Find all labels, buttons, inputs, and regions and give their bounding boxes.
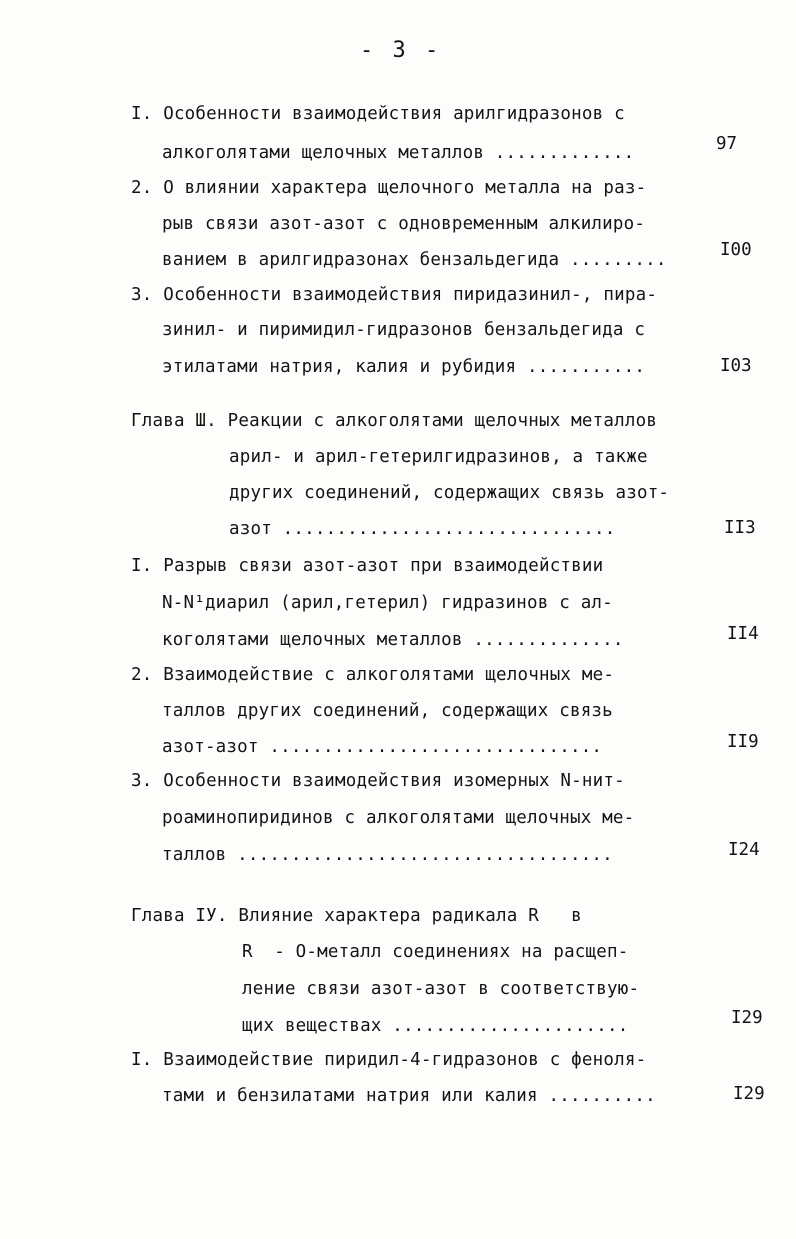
toc-entry-line: I. Разрыв связи азот-азот при взаимодействии — [131, 556, 604, 576]
toc-entry-line: этилатами натрия, калия и рубидия ........... — [162, 357, 646, 377]
toc-entry-line: тами и бензилатами натрия или калия .......... — [162, 1086, 656, 1106]
toc-entry-line: щих веществах ...................... — [242, 1016, 629, 1036]
toc-page-number: II3 — [724, 518, 756, 538]
toc-entry-line: ление связи азот-азот в соответствую- — [242, 979, 640, 999]
toc-entry-line: рыв связи азот-азот с одновременным алкилиро- — [162, 214, 646, 234]
toc-entry-line: 3. Особенности взаимодействия пиридазинил-, пира- — [131, 285, 658, 305]
toc-entry-line: других соединений, содержащих связь азот- — [229, 483, 670, 503]
toc-entry-line: азот-азот ............................... — [162, 737, 603, 757]
toc-page-number: I29 — [731, 1008, 763, 1028]
toc-page-number: II4 — [727, 624, 759, 644]
toc-page-number: II9 — [727, 732, 759, 752]
toc-entry-line: коголятами щелочных металлов .............. — [162, 630, 624, 650]
chapter-heading: Глава IУ. Влияние характера радикала R в — [131, 906, 582, 926]
toc-entry-line: азот ............................... — [229, 519, 616, 539]
toc-entry-line: роаминопиридинов с алкоголятами щелочных ме- — [162, 808, 635, 828]
toc-entry-line: арил- и арил-гетерилгидразинов, а также — [229, 447, 648, 467]
toc-page-number: I24 — [728, 840, 760, 860]
chapter-heading: Глава Ш. Реакции с алкоголятами щелочных металлов — [131, 411, 658, 431]
toc-entry-line: алкоголятами щелочных металлов ............. — [162, 143, 635, 163]
toc-entry-line: 2. О влиянии характера щелочного металла на раз- — [131, 178, 647, 198]
toc-entry-line: I. Особенности взаимодействия арилгидразонов с — [131, 104, 625, 124]
toc-entry-line: R - О-металл соединениях на расщеп- — [242, 942, 629, 962]
page-number: - 3 - — [360, 38, 442, 63]
toc-entry-line: таллов ................................... — [162, 845, 613, 865]
toc-page-number: I00 — [720, 240, 752, 260]
toc-entry-line: I. Взаимодействие пиридил-4-гидразонов с феноля- — [131, 1050, 647, 1070]
toc-entry-line: зинил- и пиримидил-гидразонов бензальдегида с — [162, 320, 646, 340]
toc-page-number: 97 — [716, 134, 738, 154]
toc-entry-line: N-N¹диарил (арил,гетерил) гидразинов с ал- — [162, 593, 613, 613]
toc-page-number: I29 — [733, 1084, 765, 1104]
toc-entry-line: 3. Особенности взаимодействия изомерных N-нит- — [131, 771, 625, 791]
toc-entry-line: 2. Взаимодействие с алкоголятами щелочных ме- — [131, 665, 615, 685]
toc-page-number: I03 — [720, 356, 752, 376]
toc-entry-line: ванием в арилгидразонах бензальдегида ......... — [162, 250, 667, 270]
toc-entry-line: таллов других соединений, содержащих связь — [162, 701, 613, 721]
